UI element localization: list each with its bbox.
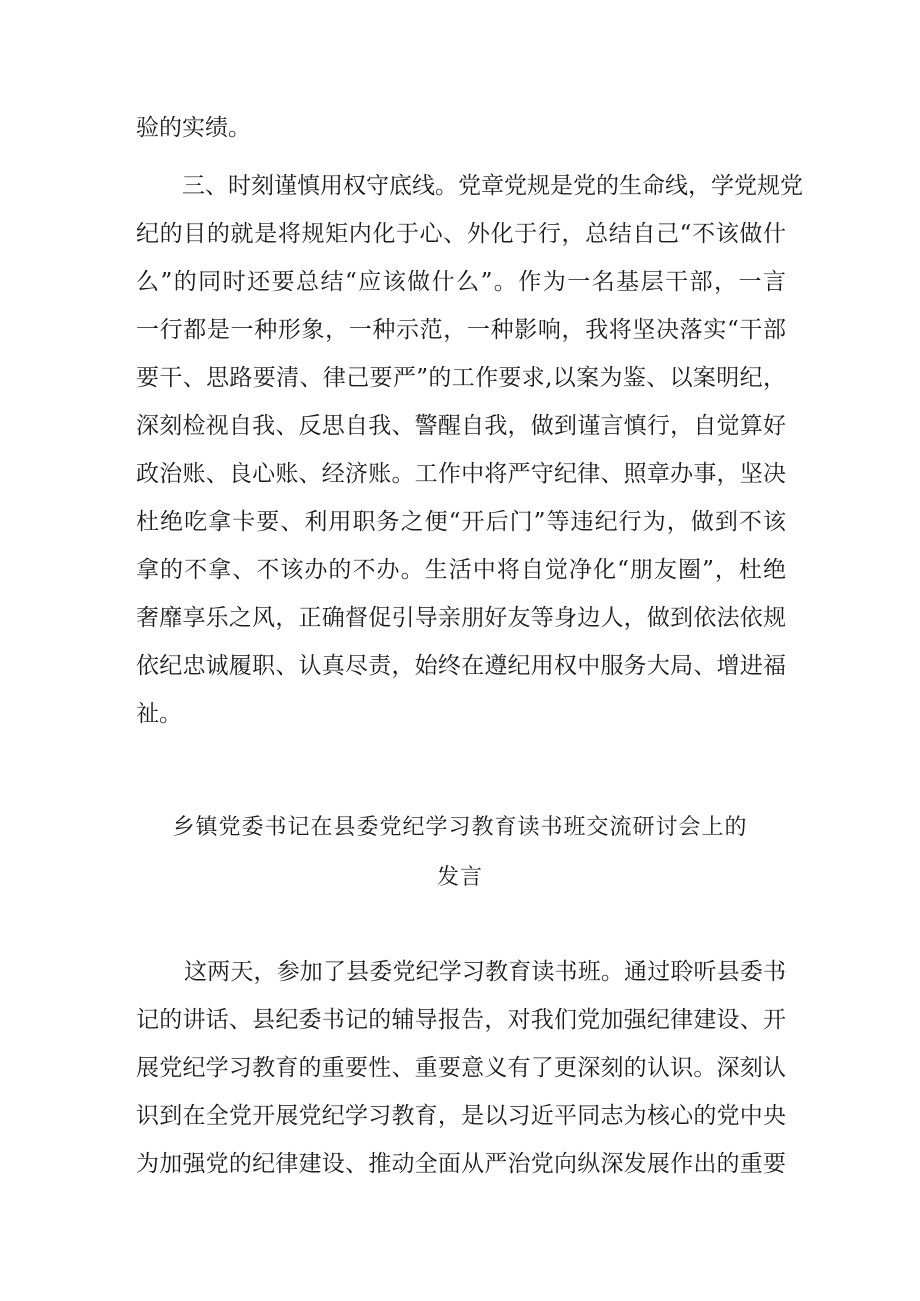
text-line: 依纪忠诚履职、认真尽责，始终在遵纪用权中服务大局、增进福	[136, 653, 786, 679]
text-line: 记的讲话、县纪委书记的辅导报告，对我们党加强纪律建设、开	[136, 1007, 786, 1033]
text-line: 拿的不拿、不该办的不办。生活中将自觉净化“朋友圈”，杜绝	[136, 557, 786, 583]
text-line: 奢靡享乐之风，正确督促引导亲朋好友等身边人，做到依法依规	[136, 605, 786, 631]
text-line: 展党纪学习教育的重要性、重要意义有了更深刻的认识。深刻认	[136, 1055, 786, 1081]
text-line: 杜绝吃拿卡要、利用职务之便“开后门”等违纪行为，做到不该	[136, 509, 786, 535]
text-line: 纪的目的就是将规矩内化于心、外化于行，总结自己“不该做什	[136, 221, 786, 247]
text-line: 这两天，参加了县委党纪学习教育读书班。通过聆听县委书	[184, 959, 786, 985]
title-line-2: 发言	[436, 865, 483, 890]
text-line: 么”的同时还要总结“应该做什么”。作为一名基层干部，一言	[136, 269, 786, 295]
text-line: 要干、思路要清、律己要严”的工作要求,以案为鉴、以案明纪，	[136, 365, 786, 391]
text-line: 政治账、良心账、经济账。工作中将严守纪律、照章办事，坚决	[136, 461, 786, 487]
text-line: 验的实绩。	[136, 115, 251, 141]
text-line: 为加强党的纪律建设、推动全面从严治党向纵深发展作出的重要	[136, 1151, 786, 1177]
text-line: 一行都是一种形象，一种示范，一种影响，我将坚决落实“干部	[136, 317, 786, 343]
text-line: 祉。	[136, 701, 182, 727]
title-line-1: 乡镇党委书记在县委党纪学习教育读书班交流研讨会上的	[172, 815, 748, 840]
text-line: 三、时刻谨慎用权守底线。党章党规是党的生命线，学党规党	[182, 173, 803, 199]
text-line: 深刻检视自我、反思自我、警醒自我，做到谨言慎行，自觉算好	[136, 413, 786, 439]
text-line: 识到在全党开展党纪学习教育，是以习近平同志为核心的党中央	[136, 1103, 786, 1129]
